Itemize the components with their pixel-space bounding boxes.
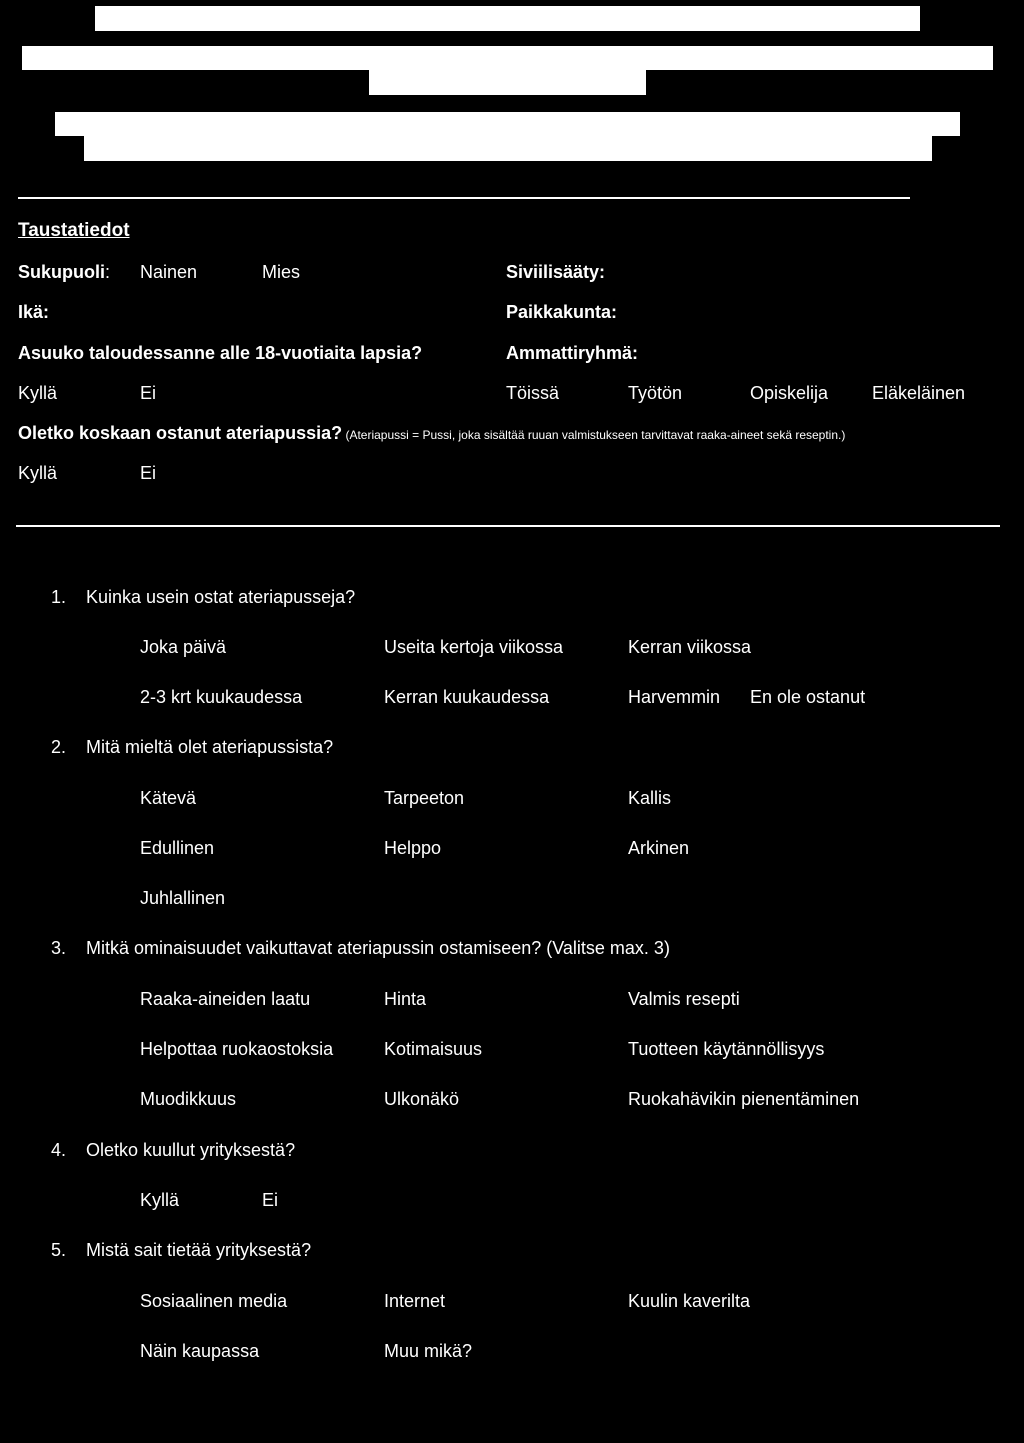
q3-option[interactable]: Tuotteen käytännöllisyys: [628, 1039, 825, 1059]
redacted-header-line-5: [84, 136, 932, 161]
q2-option[interactable]: Kallis: [628, 788, 672, 808]
gender-option-male[interactable]: Mies: [262, 262, 301, 282]
q5-option[interactable]: Internet: [384, 1291, 446, 1311]
city-label: Paikkakunta:: [506, 302, 618, 322]
q5-option[interactable]: Näin kaupassa: [140, 1341, 260, 1361]
children-option-no[interactable]: Ei: [140, 383, 157, 403]
bought-question-note: (Ateriapussi = Pussi, joka sisältää ruuan valmistukseen tarvittavat raaka-aineet sekä reseptin.): [342, 428, 846, 442]
bought-option-yes[interactable]: Kyllä: [18, 463, 58, 483]
q5-text: Mistä sait tietää yrityksestä?: [86, 1240, 312, 1260]
divider-middle: [16, 525, 1000, 527]
occupation-label: Ammattiryhmä:: [506, 343, 639, 363]
q3-option[interactable]: Muodikkuus: [140, 1089, 237, 1109]
q2-text: Mitä mieltä olet ateriapussista?: [86, 737, 334, 757]
q3-text: Mitkä ominaisuudet vaikuttavat ateriapussin ostamiseen? (Valitse max. 3): [86, 938, 670, 958]
children-option-yes[interactable]: Kyllä: [18, 383, 58, 403]
q2-option[interactable]: Arkinen: [628, 838, 690, 858]
bought-question: [18, 422, 845, 446]
q5-option[interactable]: Muu mikä?: [384, 1341, 473, 1361]
redacted-header-line-2: [22, 46, 993, 70]
q1-option[interactable]: 2-3 krt kuukaudessa: [140, 687, 303, 707]
q2-option[interactable]: Juhlallinen: [140, 888, 226, 908]
q1-text: Kuinka usein ostat ateriapusseja?: [86, 587, 356, 607]
q2-option[interactable]: Edullinen: [140, 838, 215, 858]
q4-option-no[interactable]: Ei: [262, 1190, 279, 1210]
q1-option[interactable]: Kerran viikossa: [628, 637, 752, 657]
q1-number: 1.: [51, 587, 67, 607]
q2-option[interactable]: Helppo: [384, 838, 442, 858]
occupation-option-unemployed[interactable]: Työtön: [628, 383, 683, 403]
q3-option[interactable]: Kotimaisuus: [384, 1039, 483, 1059]
q3-option[interactable]: Helpottaa ruokaostoksia: [140, 1039, 334, 1059]
redacted-header-line-3: [369, 70, 646, 95]
q3-option[interactable]: Ulkonäkö: [384, 1089, 460, 1109]
q1-option[interactable]: Kerran kuukaudessa: [384, 687, 550, 707]
age-label: Ikä:: [18, 302, 50, 322]
gender-option-female[interactable]: Nainen: [140, 262, 198, 282]
q4-text: Oletko kuullut yrityksestä?: [86, 1140, 296, 1160]
section-title: Taustatiedot: [18, 220, 130, 241]
q2-option[interactable]: Kätevä: [140, 788, 197, 808]
q1-option[interactable]: Joka päivä: [140, 637, 227, 657]
bought-option-no[interactable]: Ei: [140, 463, 157, 483]
children-question: Asuuko taloudessanne alle 18-vuotiaita lapsia?: [18, 343, 423, 363]
q3-number: 3.: [51, 938, 67, 958]
q4-option-yes[interactable]: Kyllä: [140, 1190, 180, 1210]
q1-option[interactable]: Harvemmin: [628, 687, 721, 707]
q1-option[interactable]: Useita kertoja viikossa: [384, 637, 564, 657]
q4-number: 4.: [51, 1140, 67, 1160]
q2-number: 2.: [51, 737, 67, 757]
redacted-header-line-1: [95, 6, 920, 31]
marital-status-label: Siviilisääty:: [506, 262, 606, 282]
gender-label-text: Sukupuoli: [18, 262, 105, 282]
q1-option[interactable]: En ole ostanut: [750, 687, 866, 707]
q3-option[interactable]: Hinta: [384, 989, 427, 1009]
q3-option[interactable]: Ruokahävikin pienentäminen: [628, 1089, 860, 1109]
gender-label-colon: :: [105, 262, 111, 282]
q5-option[interactable]: Sosiaalinen media: [140, 1291, 288, 1311]
redacted-header-line-4: [55, 112, 960, 136]
occupation-option-retired[interactable]: Eläkeläinen: [872, 383, 966, 403]
occupation-option-employed[interactable]: Töissä: [506, 383, 560, 403]
q3-option[interactable]: Raaka-aineiden laatu: [140, 989, 311, 1009]
divider-top: [18, 197, 910, 199]
q2-option[interactable]: Tarpeeton: [384, 788, 465, 808]
occupation-option-student[interactable]: Opiskelija: [750, 383, 829, 403]
q5-option[interactable]: Kuulin kaverilta: [628, 1291, 751, 1311]
q3-option[interactable]: Valmis resepti: [628, 989, 740, 1009]
gender-label: [18, 261, 110, 283]
q5-number: 5.: [51, 1240, 67, 1260]
bought-question-text: Oletko koskaan ostanut ateriapussia?: [18, 423, 343, 443]
